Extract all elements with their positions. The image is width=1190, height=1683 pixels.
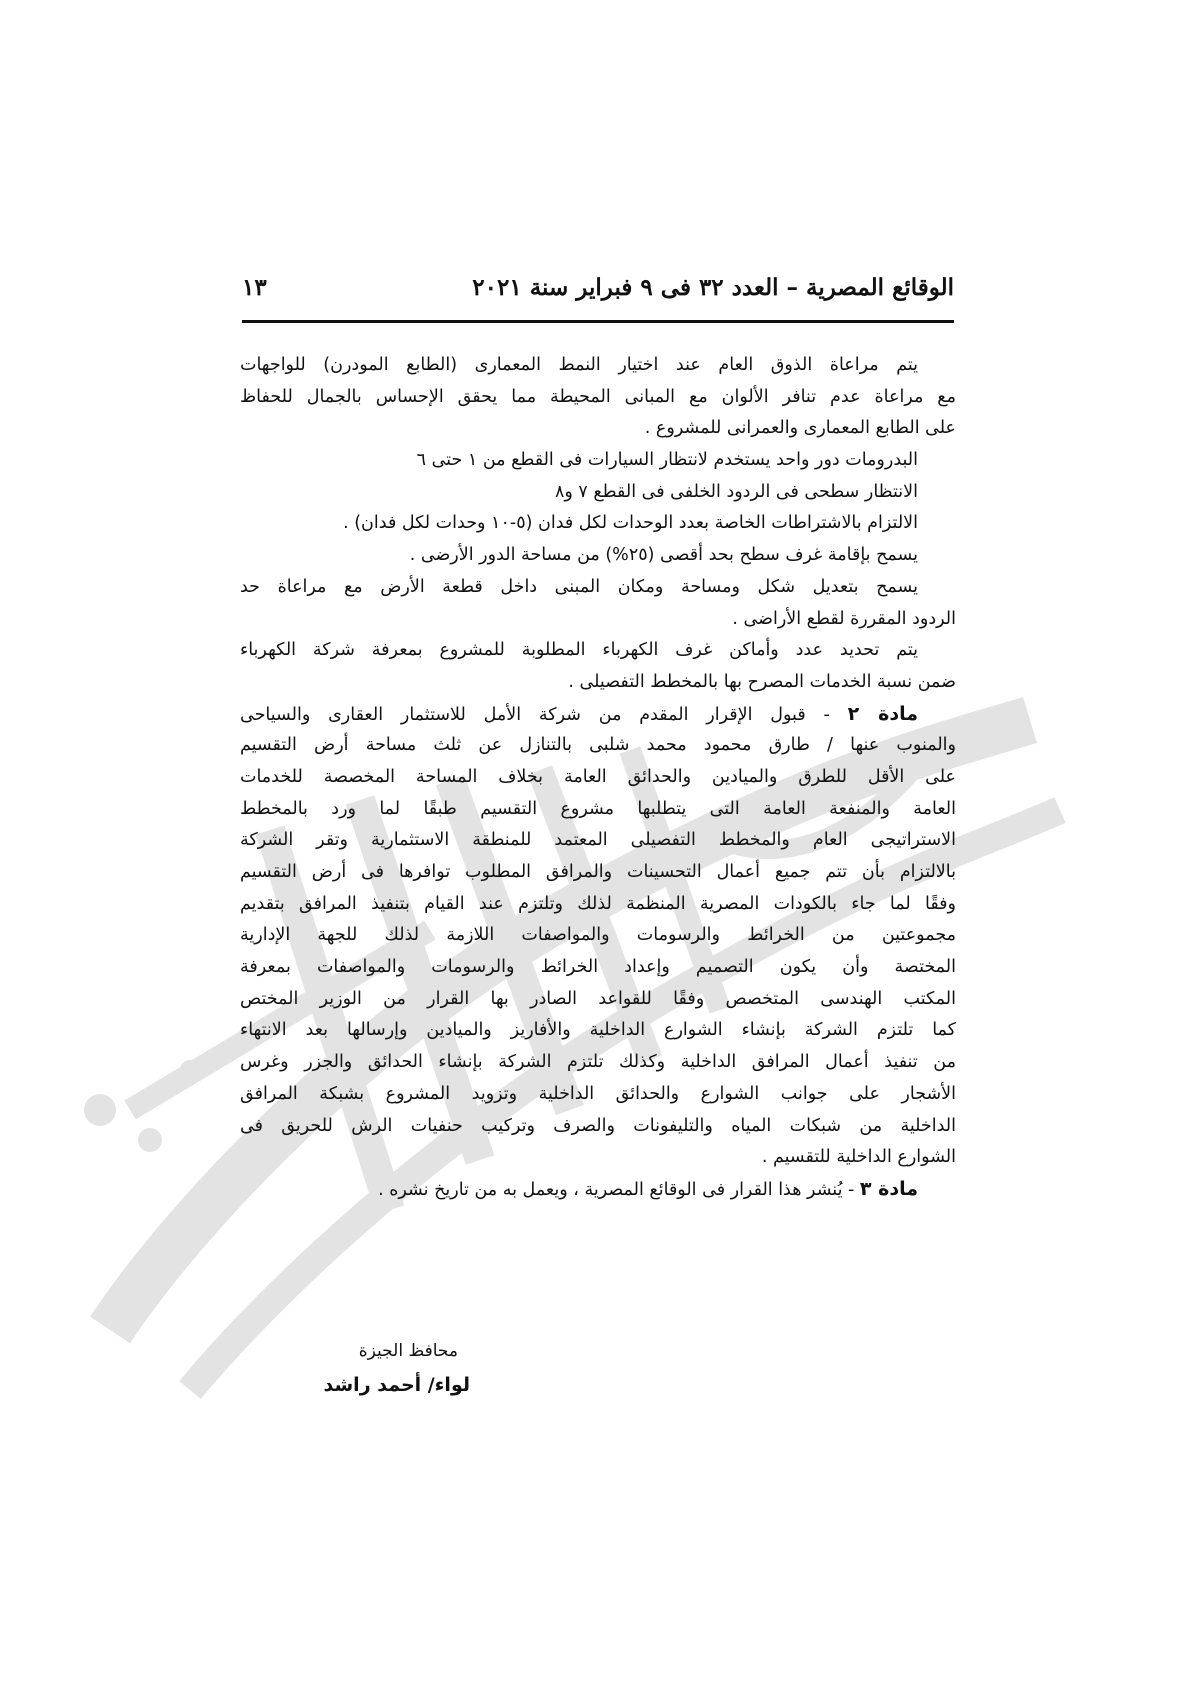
line-text: الاستراتيجى العام والمخطط التفصيلى المعتمد للمنطقة الاستثمارية وتقر الشركة	[240, 830, 956, 851]
line-text: الداخلية من شبكات المياه والتليفونات والصرف وتركيب حنفيات الرش للحريق فى	[240, 1115, 956, 1136]
line-text: يتم مراعاة الذوق العام عند اختيار النمط المعمارى (الطابع المودرن) للواجهات	[240, 355, 918, 375]
text-line	[240, 382, 956, 414]
line-text: ضمن نسبة الخدمات المصرح بها بالمخطط التفصيلى .	[568, 671, 956, 692]
text-line	[240, 350, 956, 382]
text-line	[240, 889, 956, 921]
line-text: المكتب الهندسى المتخصص وفقًا للقواعد الصادر بها القرار من الوزير المختص	[240, 988, 956, 1009]
line-text: على الطابع المعمارى والعمرانى للمشروع .	[644, 418, 956, 439]
line-text: يسمح بإقامة غرف سطح بحد أقصى (٢٥%) من مساحة الدور الأرضى .	[409, 545, 918, 566]
decree-body	[240, 350, 956, 1206]
line-text: يسمح بتعديل شكل ومساحة ومكان المبنى داخل قطعة الأرض مع مراعاة حد	[240, 576, 918, 597]
line-text: الأشجار على جوانب الشوارع والحدائق الداخلية وتزويد المشروع بشبكة المرافق	[240, 1083, 956, 1104]
text-line	[240, 445, 956, 477]
page-header	[242, 270, 954, 323]
text-line	[240, 604, 956, 636]
text-line	[240, 920, 956, 952]
signatory-title: محافظ الجيزة	[358, 1341, 458, 1361]
text-line	[240, 540, 956, 572]
line-text: بالالتزام بأن تتم جميع أعمال التحسينات والمرافق المطلوب توافرها فى أرض التقسيم	[240, 862, 956, 882]
signature-block	[250, 1335, 470, 1403]
text-line	[240, 413, 956, 445]
line-text: مع مراعاة عدم تنافر الألوان مع المبانى المحيطة مما يحقق الإحساس بالجمال للحفاظ	[240, 386, 956, 407]
text-line	[240, 1015, 956, 1047]
line-text: على الأقل للطرق والميادين والحدائق العامة بخلاف المساحة المخصصة للخدمات	[240, 766, 956, 787]
line-text: مجموعتين من الخرائط والرسومات والمواصفات اللازمة لذلك للجهة الإدارية	[240, 925, 956, 946]
page-number: ١٣	[242, 274, 267, 301]
text-line	[240, 1047, 956, 1079]
text-line	[240, 1174, 956, 1206]
text-line	[240, 952, 956, 984]
line-text: العامة والمنفعة العامة التى يتطلبها مشروع التقسيم طبقًا لما ورد بالمخطط	[240, 798, 956, 819]
text-line	[240, 699, 956, 731]
gazette-title: الوقائع المصرية – العدد ٣٢ فى ٩ فبراير سنة ٢٠٢١	[472, 274, 954, 301]
text-line	[240, 667, 956, 699]
line-text: والمنوب عنها / طارق محمود محمد شلبى بالتنازل عن ثلث مساحة أرض التقسيم	[240, 735, 956, 756]
text-line	[240, 857, 956, 889]
line-text: - يُنشر هذا القرار فى الوقائع المصرية ، ويعمل به من تاريخ نشره .	[378, 1179, 860, 1200]
line-text: الانتظار سطحى فى الردود الخلفى فى القطع ٧ و٨	[554, 481, 918, 502]
line-text: الشوارع الداخلية للتقسيم .	[761, 1147, 956, 1168]
line-text: المختصة وأن يكون التصميم وإعداد الخرائط والرسومات والمواصفات بمعرفة	[240, 957, 956, 978]
article-label: مادة ٣	[859, 1177, 918, 1200]
text-line	[240, 1079, 956, 1111]
text-line	[240, 794, 956, 826]
text-line	[240, 730, 956, 762]
line-text: البدرومات دور واحد يستخدم لانتظار السيارات فى القطع من ١ حتى ٦	[416, 450, 918, 471]
line-text: الالتزام بالاشتراطات الخاصة بعدد الوحدات لكل فدان (٥-١٠ وحدات لكل فدان) .	[343, 513, 918, 534]
text-line	[240, 825, 956, 857]
text-line	[240, 1142, 956, 1174]
text-line	[240, 635, 956, 667]
line-text: كما تلتزم الشركة بإنشاء الشوارع الداخلية والأفاريز والميادين وإرسالها بعد الانتهاء	[240, 1020, 956, 1041]
signatory-name: لواء/ أحمد راشد	[323, 1374, 470, 1396]
line-text: من تنفيذ أعمال المرافق الداخلية وكذلك تلتزم الشركة بإنشاء الحدائق والجزر وغرس	[240, 1052, 956, 1073]
line-text: - قبول الإقرار المقدم من شركة الأمل للاستثمار العقارى والسياحى	[240, 704, 848, 725]
text-line	[240, 508, 956, 540]
text-line	[240, 984, 956, 1016]
text-line	[240, 477, 956, 509]
article-label: مادة ٢	[847, 702, 919, 725]
text-line	[240, 1111, 956, 1143]
text-line	[240, 572, 956, 604]
line-text: وفقًا لما جاء بالكودات المصرية المنظمة لذلك وتلتزم عند القيام بتنفيذ المرافق بتقديم	[240, 893, 956, 914]
line-text: الردود المقررة لقطع الأراضى .	[732, 608, 956, 629]
text-line	[240, 762, 956, 794]
line-text: يتم تحديد عدد وأماكن غرف الكهرباء المطلوبة للمشروع بمعرفة شركة الكهرباء	[240, 640, 918, 661]
